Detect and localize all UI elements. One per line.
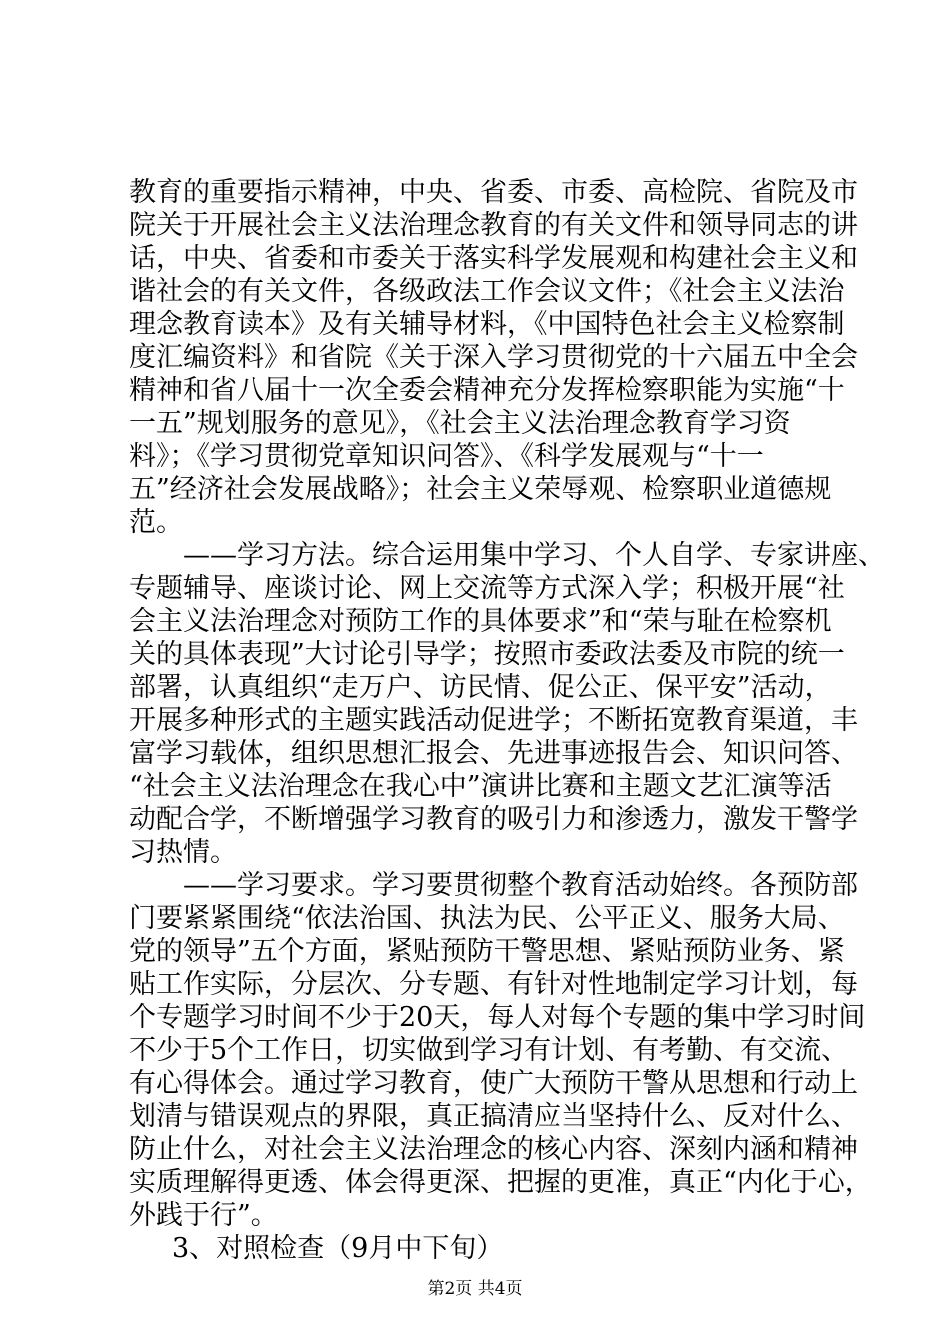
body-line: 有心得体会。通过学习教育，使广大预防干警从思想和行动上 [129, 1068, 858, 1099]
body-line: 防止什么，对社会主义法治理念的核心内容、深刻内涵和精神 [129, 1134, 858, 1165]
body-line: 理念教育读本》及有关辅导材料，《中国特色社会主义检察制 [129, 309, 845, 340]
body-line: 五”经济社会发展战略》；社会主义荣辱观、检察职业道德规 [129, 474, 832, 505]
body-line: 精神和省八届十一次全委会精神充分发挥检察职能为实施“十 [129, 375, 845, 406]
body-line: 谐社会的有关文件，各级政法工作会议文件；《社会主义法治 [129, 276, 845, 307]
body-line: 院关于开展社会主义法治理念教育的有关文件和领导同志的讲 [129, 210, 858, 241]
body-line: 贴工作实际，分层次、分专题、有针对性地制定学习计划，每 [129, 969, 858, 1000]
body-line: 关的具体表现”大讨论引导学；按照市委政法委及市院的统一 [129, 639, 845, 670]
body-line: 门要紧紧围绕“依法治国、执法为民、公平正义、服务大局、 [129, 903, 845, 934]
body-line: 话，中央、省委和市委关于落实科学发展观和构建社会主义和 [129, 243, 858, 274]
body-line: 党的领导”五个方面，紧贴预防干警思想、紧贴预防业务、紧 [129, 936, 845, 967]
body-line: 实质理解得更透、体会得更深、把握的更准，真正“内化于心， [129, 1167, 872, 1198]
body-line: 动配合学，不断增强学习教育的吸引力和渗透力，激发干警学 [129, 804, 858, 835]
body-line: 部署，认真组织“走万户、访民情、促公正、保平安”活动， [129, 672, 832, 703]
body-line: 个专题学习时间不少于20天，每人对每个专题的集中学习时间 [129, 1002, 866, 1033]
section-heading: 3、对照检查（9月中下旬） [172, 1233, 504, 1264]
body-line: 划清与错误观点的界限，真正搞清应当坚持什么、反对什么、 [129, 1101, 858, 1132]
body-line: 度汇编资料》和省院《关于深入学习贯彻党的十六届五中全会 [129, 342, 858, 373]
body-line: 一五”规划服务的意见》，《社会主义法治理念教育学习资 [129, 408, 791, 439]
body-line: 富学习载体，组织思想汇报会、先进事迹报告会、知识问答、 [129, 738, 858, 769]
body-line: 专题辅导、座谈讨论、网上交流等方式深入学；积极开展“社 [129, 573, 845, 604]
body-line: 开展多种形式的主题实践活动促进学；不断拓宽教育渠道，丰 [129, 705, 858, 736]
body-line: 外践于行”。 [129, 1200, 278, 1231]
body-line: 不少于5个工作日，切实做到学习有计划、有考勤、有交流、 [129, 1035, 849, 1066]
body-line: 教育的重要指示精神，中央、省委、市委、高检院、省院及市 [129, 177, 858, 208]
paragraph-start-line: ——学习方法。综合运用集中学习、个人自学、专家讲座、 [183, 540, 885, 571]
body-line: “社会主义法治理念在我心中”演讲比赛和主题文艺汇演等活 [129, 771, 832, 802]
page-number-footer: 第2页 共4页 [427, 1279, 523, 1299]
body-line: 料》；《学习贯彻党章知识问答》、《科学发展观与“十一 [129, 441, 764, 472]
paragraph-start-line: ——学习要求。学习要贯彻整个教育活动始终。各预防部 [183, 870, 858, 901]
body-line: 习热情。 [129, 837, 237, 868]
body-line: 会主义法治理念对预防工作的具体要求”和“荣与耻在检察机 [129, 606, 832, 637]
body-line: 范。 [129, 507, 183, 538]
